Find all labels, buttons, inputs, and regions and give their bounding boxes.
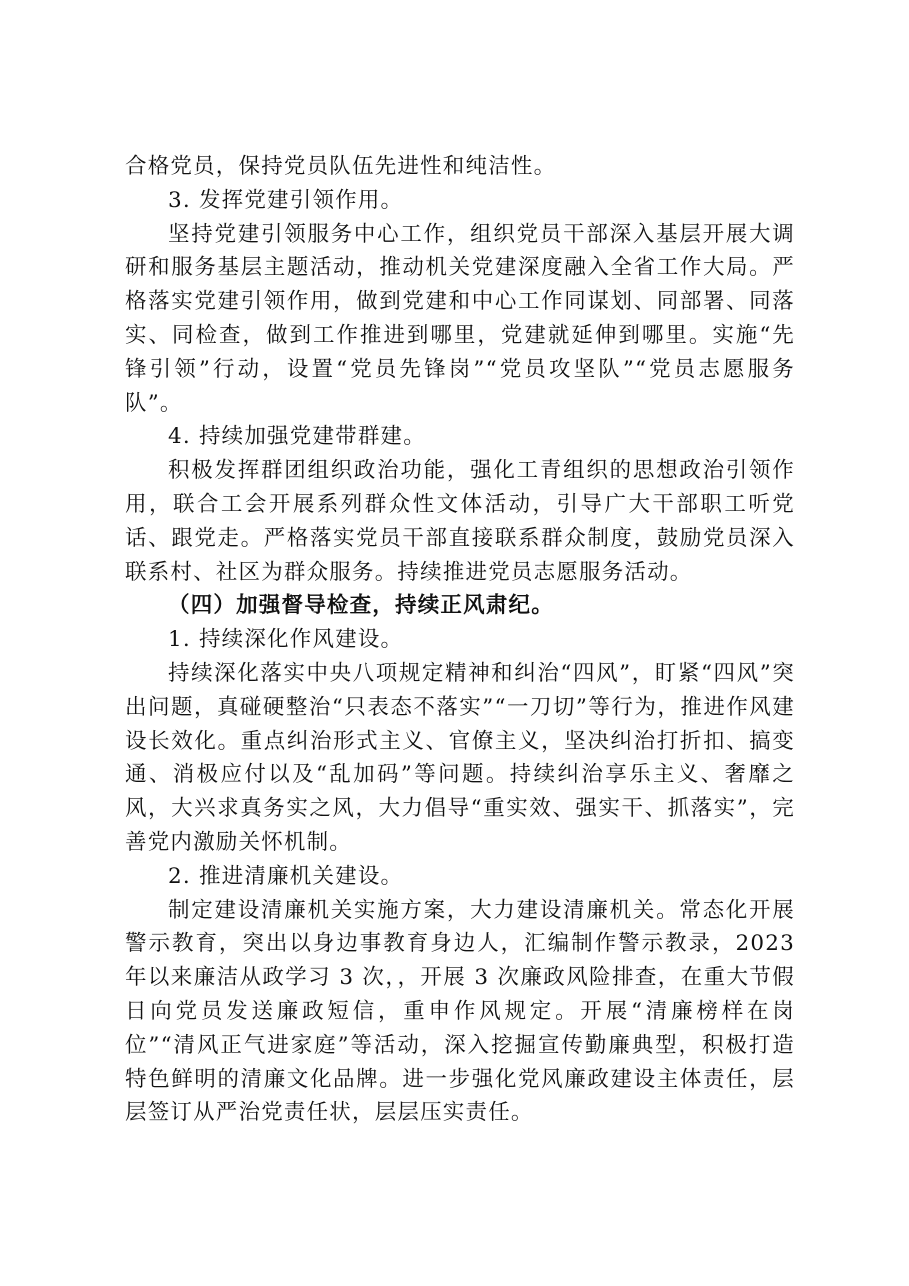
sub-heading-4: 4. 持续加强党建带群建。 xyxy=(168,424,426,450)
body-paragraph: 持续深化落实中央八项规定精神和纠治“四风”，盯紧“四风”突出问题，真碰硬整治“只表态不落实”“一刀切”等行为，推进作风建设长效化。重点纠治形式主义、官僚主义，坚决纠治打折扣、搞变通、消极应付以及“乱加码”等问题。持续纠治享乐主义、奢靡之风，大兴求真务实之风，大力倡导“重实效、强实干、抓落实”，完善党内激励关怀机制。 xyxy=(125,660,795,855)
sub-heading-3: 3. 发挥党建引领作用。 xyxy=(168,187,404,213)
document-body xyxy=(125,150,795,1130)
body-paragraph: 积极发挥群团组织政治功能，强化工青组织的思想政治引领作用，联合工会开展系列群众性文体活动，引导广大干部职工听党话、跟党走。严格落实党员干部直接联系群众制度，鼓励党员深入联系村、社区为群众服务。持续推进党员志愿服务活动。 xyxy=(125,458,795,585)
body-paragraph: 坚持党建引领服务中心工作，组织党员干部深入基层开展大调研和服务基层主题活动，推动机关党建深度融入全省工作大局。严格落实党建引领作用，做到党建和中心工作同谋划、同部署、同落实、同检查，做到工作推进到哪里，党建就延伸到哪里。实施“先锋引领”行动，设置“党员先锋岗”“党员攻坚队”“党员志愿服务队”。 xyxy=(125,221,795,416)
sub-heading-1: 1. 持续深化作风建设。 xyxy=(168,627,404,653)
section-heading-4: （四）加强督导检查，持续正风肃纪。 xyxy=(168,593,554,619)
body-paragraph-continued: 合格党员，保持党员队伍先进性和纯洁性。 xyxy=(125,154,557,179)
sub-heading-2: 2. 推进清廉机关建设。 xyxy=(168,863,404,889)
body-paragraph: 制定建设清廉机关实施方案，大力建设清廉机关。常态化开展警示教育，突出以身边事教育身边人，汇编制作警示教录，2023 年以来廉洁从政学习 3 次，，开展 3 次廉政风险排查，在重大节假日向党员发送廉政短信，重申作风规定。开展“清廉榜样在岗位”“清风正气进家庭”等活动，深入挖掘宣传勤廉典型，积极打造特色鲜明的清廉文化品牌。进一步强化党风廉政建设主体责任，层层签订从严治党责任状，层层压实责任。 xyxy=(125,897,795,1126)
